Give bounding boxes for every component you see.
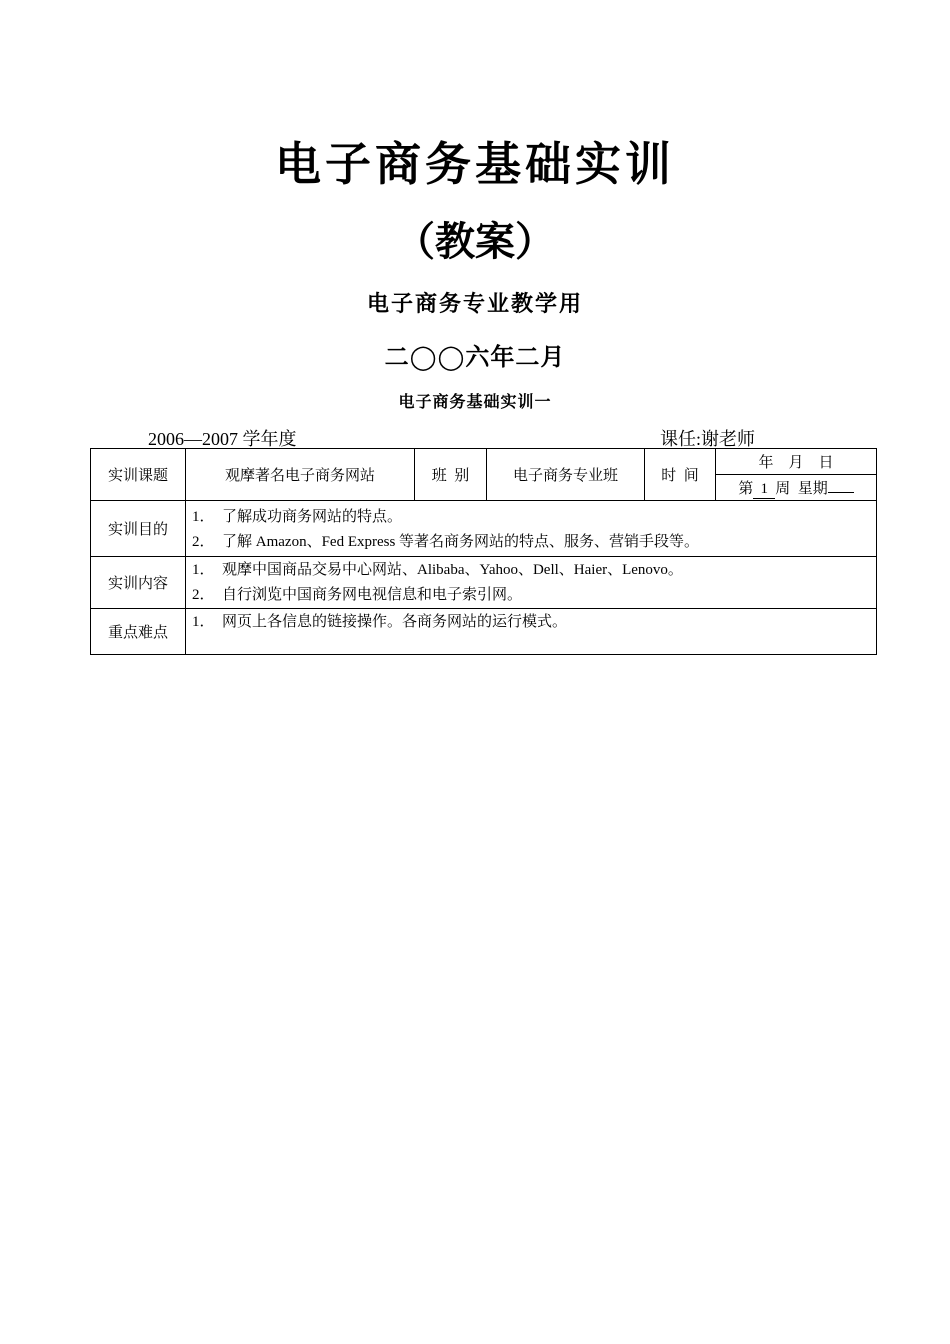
topic-label: 实训课题	[91, 449, 186, 501]
week-suffix: 周 星期	[775, 480, 828, 497]
class-label: 班 别	[415, 449, 487, 501]
list-item: 1． 网页上各信息的链接操作。各商务网站的运行模式。	[192, 614, 568, 630]
topic-value: 观摩著名电子商务网站	[186, 449, 415, 501]
key-label: 重点难点	[91, 609, 186, 655]
goal-content	[186, 501, 877, 557]
major-line: 电子商务专业教学用	[366, 292, 583, 317]
time-label: 时 间	[645, 449, 716, 501]
content-content	[186, 557, 877, 609]
date-line: 二◯◯六年二月	[384, 343, 566, 371]
time-date: 年 月 日	[716, 449, 877, 475]
school-year: 2006—2007 学年度	[148, 429, 297, 449]
list-item: 1． 了解成功商务网站的特点。	[192, 509, 403, 525]
key-content	[186, 609, 877, 655]
lesson-title: 电子商务基础实训一	[398, 392, 552, 411]
list-item: 2． 自行浏览中国商务网电视信息和电子索引网。	[192, 587, 523, 603]
time-week	[716, 475, 877, 501]
week-number: 1	[753, 481, 775, 499]
teacher-name: 课任:谢老师	[660, 429, 756, 449]
document-title: 电子商务基础实训	[275, 137, 675, 191]
document-subtitle: （教案）	[395, 219, 555, 265]
content-label: 实训内容	[91, 557, 186, 609]
list-item: 1． 观摩中国商品交易中心网站、Alibaba、Yahoo、Dell、Haier、Lenovo。	[192, 562, 683, 578]
goal-label: 实训目的	[91, 501, 186, 557]
class-value: 电子商务专业班	[487, 449, 645, 501]
week-prefix: 第	[738, 480, 754, 497]
lesson-plan-table	[90, 448, 877, 655]
list-item: 2． 了解 Amazon、Fed Express 等著名商务网站的特点、服务、营销手段等。	[192, 534, 700, 550]
weekday-blank	[828, 492, 854, 493]
